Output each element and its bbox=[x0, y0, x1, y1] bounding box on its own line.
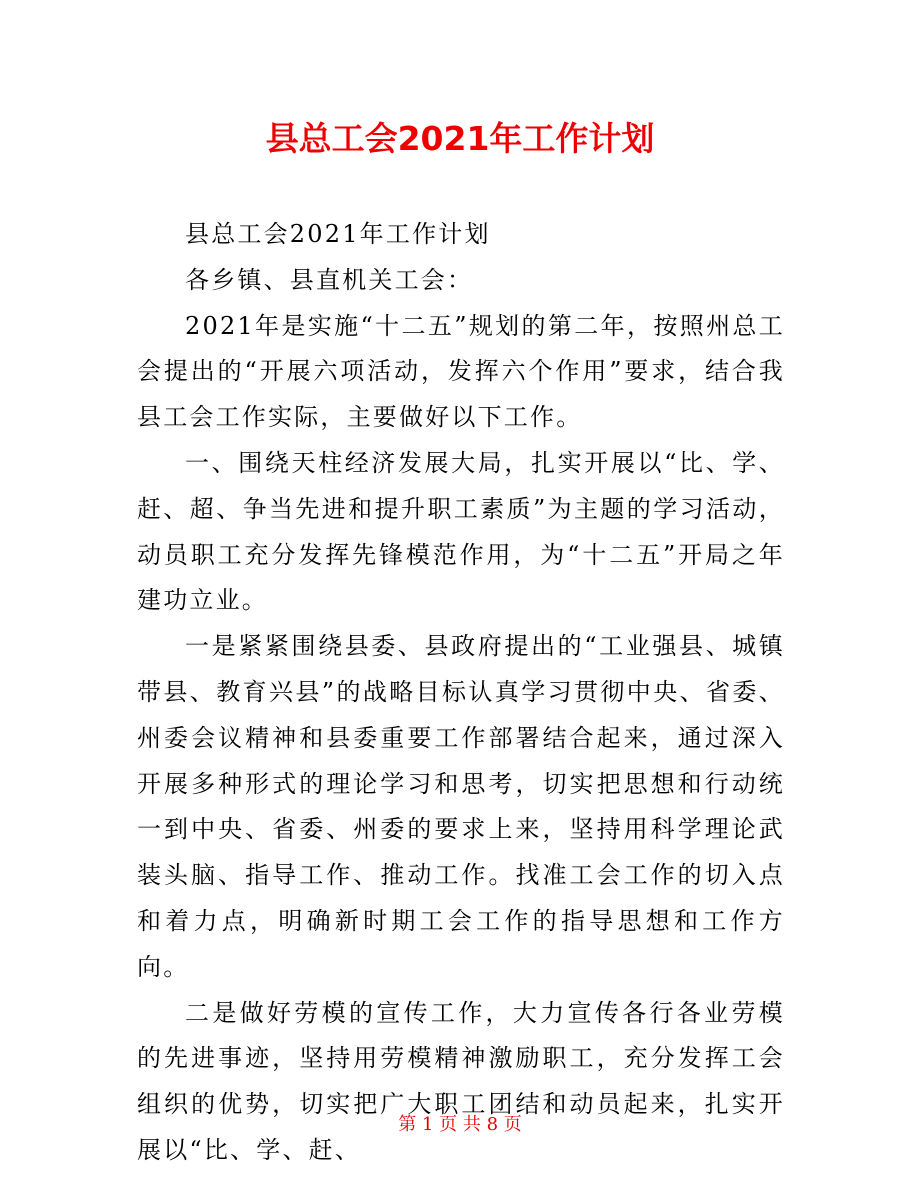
paragraph-intro: 2021年是实施“十二五”规划的第二年，按照州总工会提出的“开展六项活动，发挥六个作用”要求，结合我县工会工作实际，主要做好以下工作。 bbox=[137, 311, 785, 432]
paragraph-section-one: 一、围绕天柱经济发展大局，扎实开展以“比、学、赶、超、争当先进和提升职工素质”为主题的学习活动，动员职工充分发挥先锋模范作用，为“十二五”开局之年建功立业。 bbox=[137, 448, 785, 615]
page-number-label: 第 1 页 共 8 页 bbox=[398, 1114, 522, 1135]
page-footer bbox=[0, 1112, 920, 1138]
paragraph-item-two: 二是做好劳模的宣传工作，大力宣传各行各业劳模的先进事迹，坚持用劳模精神激励职工，充分发挥工会组织的优势，切实把广大职工团结和动员起来，扎实开展以“比、学、赶、 bbox=[137, 998, 785, 1164]
document-body bbox=[137, 212, 785, 1174]
paragraph-heading: 县总工会2021年工作计划 bbox=[185, 220, 491, 248]
document-title: 县总工会2021年工作计划 bbox=[265, 119, 655, 158]
paragraph-salutation: 各乡镇、县直机关工会： bbox=[185, 265, 474, 294]
paragraph-item-one: 一是紧紧围绕县委、县政府提出的“工业强县、城镇带县、教育兴县”的战略目标认真学习贯彻中央、省委、州委会议精神和县委重要工作部署结合起来，通过深入开展多种形式的理论学习和思考，切实把思想和行动统一到中央、省委、州委的要求上来，坚持用科学理论武装头脑、指导工作、推动工作。找准工会工作的切入点和着力点，明确新时期工会工作的指导思想和工作方向。 bbox=[137, 632, 785, 981]
